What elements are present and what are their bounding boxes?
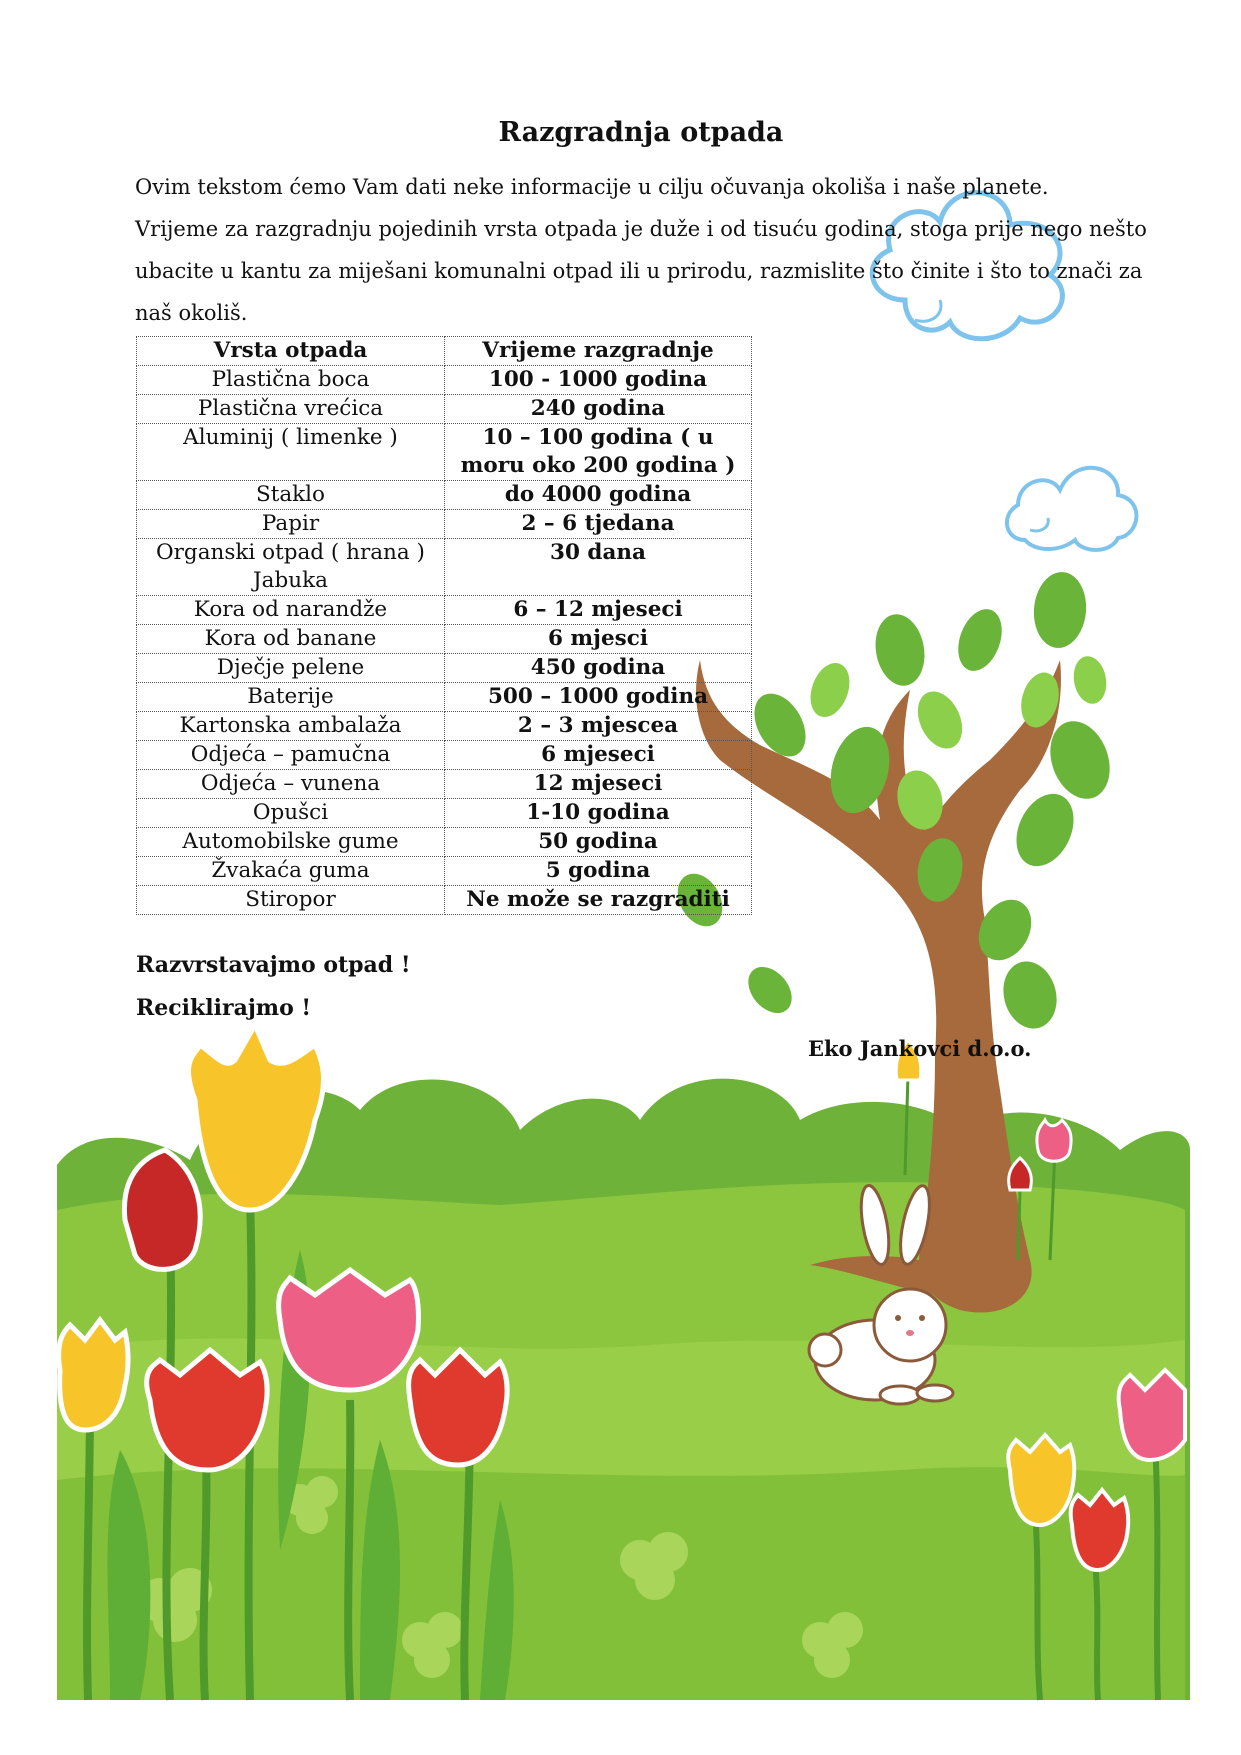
table-row — [137, 799, 752, 828]
decomposition-time-cell: Ne može se razgraditi — [445, 886, 752, 915]
decomposition-time-cell: 12 mjeseci — [445, 770, 752, 799]
table-row — [137, 481, 752, 510]
table-row — [137, 886, 752, 915]
waste-type-cell: Odjeća – vunena — [137, 770, 445, 799]
waste-type-cell: Stiropor — [137, 886, 445, 915]
decomposition-time-cell: 6 mjesci — [445, 625, 752, 654]
decomposition-time-cell: 450 godina — [445, 654, 752, 683]
waste-type-cell: Kartonska ambalaža — [137, 712, 445, 741]
page-title: Razgradnja otpada — [498, 117, 784, 148]
column-header: Vrijeme razgradnje — [445, 337, 752, 366]
table-row — [137, 857, 752, 886]
decomposition-time-cell: 2 – 6 tjedana — [445, 510, 752, 539]
waste-type-cell: Aluminij ( limenke ) — [137, 424, 445, 481]
intro-paragraph: Ovim tekstom ćemo Vam dati neke informacije u cilju očuvanja okoliša i naše planete. — [135, 175, 1049, 199]
table-row — [137, 539, 752, 596]
decomposition-time-cell: 6 – 12 mjeseci — [445, 596, 752, 625]
waste-type-cell: Staklo — [137, 481, 445, 510]
column-header: Vrsta otpada — [137, 337, 445, 366]
decomposition-time-cell: 5 godina — [445, 857, 752, 886]
decomposition-time-cell: do 4000 godina — [445, 481, 752, 510]
decomposition-time-cell: 100 - 1000 godina — [445, 366, 752, 395]
slogan-recycle: Reciklirajmo ! — [136, 995, 312, 1021]
waste-type-cell: Dječje pelene — [137, 654, 445, 683]
waste-decomposition-table — [136, 336, 752, 915]
table-row — [137, 828, 752, 857]
waste-type-cell: Žvakaća guma — [137, 857, 445, 886]
table-row — [137, 712, 752, 741]
table-row — [137, 741, 752, 770]
table-row — [137, 770, 752, 799]
decomposition-time-cell: 30 dana — [445, 539, 752, 596]
cloud-icon — [1007, 468, 1137, 550]
table-row — [137, 366, 752, 395]
decomposition-time-cell: 2 – 3 mjescea — [445, 712, 752, 741]
decomposition-time-cell: 10 – 100 godina ( u moru oko 200 godina ) — [445, 424, 752, 481]
intro-text — [135, 166, 1165, 334]
table-row — [137, 596, 752, 625]
waste-type-cell: Odjeća – pamučna — [137, 741, 445, 770]
waste-type-cell: Organski otpad ( hrana ) Jabuka — [137, 539, 445, 596]
waste-type-cell: Opušci — [137, 799, 445, 828]
intro-paragraph: Vrijeme za razgradnju pojedinih vrsta otpada je duže i od tisuću godina, stoga prije nego nešto ubacite u kantu za miješani komunalni otpad ili u prirodu, razmislite što činite i što to znači za naš okoliš. — [135, 217, 1147, 325]
table-row — [137, 424, 752, 481]
waste-type-cell: Kora od banane — [137, 625, 445, 654]
waste-type-cell: Plastična boca — [137, 366, 445, 395]
waste-type-cell: Baterije — [137, 683, 445, 712]
table-row — [137, 395, 752, 424]
slogan-sort-waste: Razvrstavajmo otpad ! — [136, 952, 411, 978]
waste-type-cell: Automobilske gume — [137, 828, 445, 857]
decomposition-time-cell: 500 – 1000 godina — [445, 683, 752, 712]
decomposition-time-cell: 50 godina — [445, 828, 752, 857]
decomposition-time-cell: 1-10 godina — [445, 799, 752, 828]
waste-type-cell: Kora od narandže — [137, 596, 445, 625]
decomposition-time-cell: 240 godina — [445, 395, 752, 424]
table-row — [137, 654, 752, 683]
table-row — [137, 510, 752, 539]
waste-type-cell: Plastična vrećica — [137, 395, 445, 424]
company-signature: Eko Jankovci d.o.o. — [808, 1036, 1032, 1061]
table-row — [137, 683, 752, 712]
table-header-row — [137, 337, 752, 366]
table-row — [137, 625, 752, 654]
waste-type-cell: Papir — [137, 510, 445, 539]
decomposition-time-cell: 6 mjeseci — [445, 741, 752, 770]
